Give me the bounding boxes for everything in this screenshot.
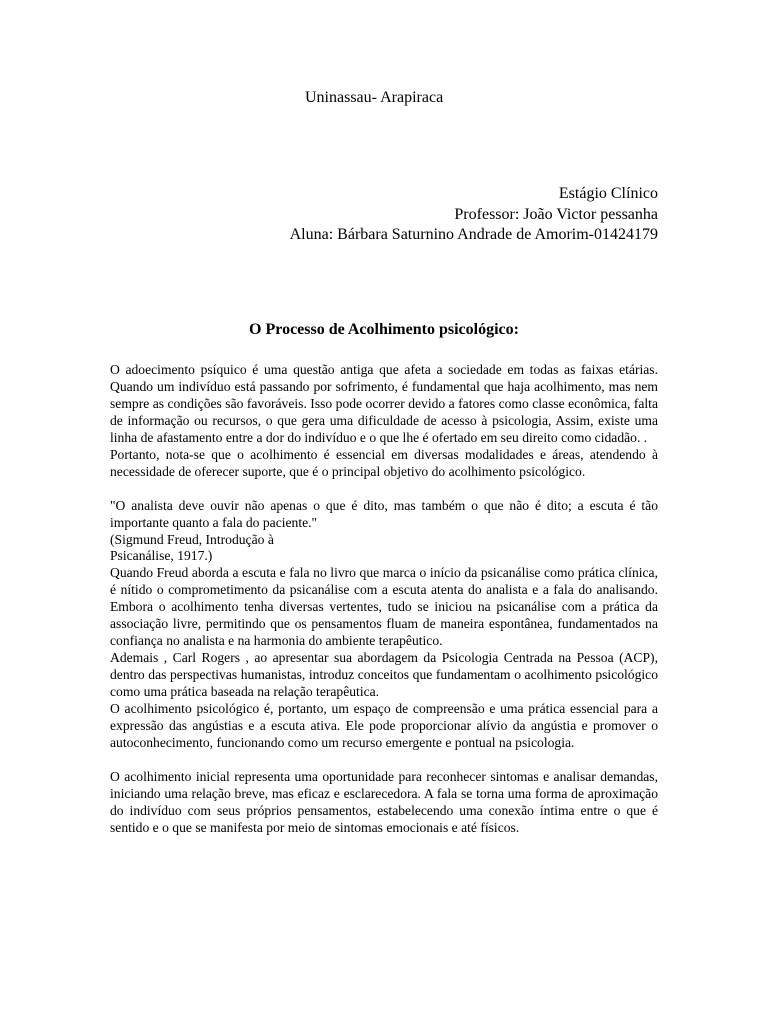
quote-citation-line-1: (Sigmund Freud, Introdução à: [110, 531, 274, 547]
student-name: Aluna: Bárbara Saturnino Andrade de Amorim-01424179: [289, 226, 658, 243]
paragraph-portanto: Portanto, nota-se que o acolhimento é essencial em diversas modalidades e áreas, atendendo à necessidade de oferecer suporte, que é o principal objetivo do acolhimento psicológico.: [110, 446, 658, 479]
document-meta: [290, 184, 658, 246]
freud-quote: "O analista deve ouvir não apenas o que é dito, mas também o que não é dito; a escuta é tão importante quanto a fala do paciente.": [110, 497, 658, 530]
quote-citation-line-2: Psicanálise, 1917.): [110, 548, 213, 564]
institution-name: Uninassau- Arapiraca: [305, 89, 444, 106]
document-title: O Processo de Acolhimento psicológico:: [249, 321, 519, 338]
paragraph-intro: O adoecimento psíquico é uma questão antiga que afeta a sociedade em todas as faixas etárias. Quando um indivíduo está passando por sofrimento, é fundamental que haja acolhimento, mas nem sempre as condições são favoráveis. Isso pode ocorrer devido a fatores como classe econômica, falta de informação ou recursos, o que gera uma dificuldade de acesso à psicologia, Assim, existe uma linha de afastamento entre a dor do indivíduo e o que lhe é ofertado em seu direito como cidadão. .: [110, 362, 658, 445]
paragraph-acolhimento: O acolhimento psicológico é, portanto, um espaço de compreensão e uma prática essencial para a expressão das angústias e a escuta ativa. Ele pode proporcionar alívio da angústia e promover o autoconhecimento, funcionando como um recurso emergente e pontual na psicologia.: [110, 701, 658, 750]
paragraph-rogers: Ademais , Carl Rogers , ao apresentar sua abordagem da Psicologia Centrada na Pessoa (ACP), dentro das perspectivas humanistas, introduz conceitos que fundamentam o acolhimento psicológico como uma prática baseada na relação terapêutica.: [110, 650, 658, 700]
paragraph-freud: Quando Freud aborda a escuta e fala no livro que marca o início da psicanálise como prática clínica, é nítido o comprometimento da psicanálise com a escuta atenta do analista e a fala do analisando. Embora o acolhimento tenha diversas vertentes, tudo se iniciou na psicanálise com a prática da associação livre, permitindo que os pensamentos fluam de maneira espontânea, fundamentados na confiança no analista e na harmonia do ambiente terapêutico.: [110, 565, 658, 649]
professor-name: Professor: João Victor pessanha: [454, 205, 658, 223]
course-name: Estágio Clínico: [558, 185, 658, 202]
paragraph-acolhimento-inicial: O acolhimento inicial representa uma oportunidade para reconhecer sintomas e analisar demandas, iniciando uma relação breve, mas eficaz e esclarecedora. A fala se torna uma forma de aproximação do indivíduo com seus próprios pensamentos, estabelecendo uma conexão íntima entre o que é sentido e o que se manifesta por meio de sintomas emocionais e até físicos.: [110, 768, 658, 835]
document-body: [110, 362, 658, 837]
